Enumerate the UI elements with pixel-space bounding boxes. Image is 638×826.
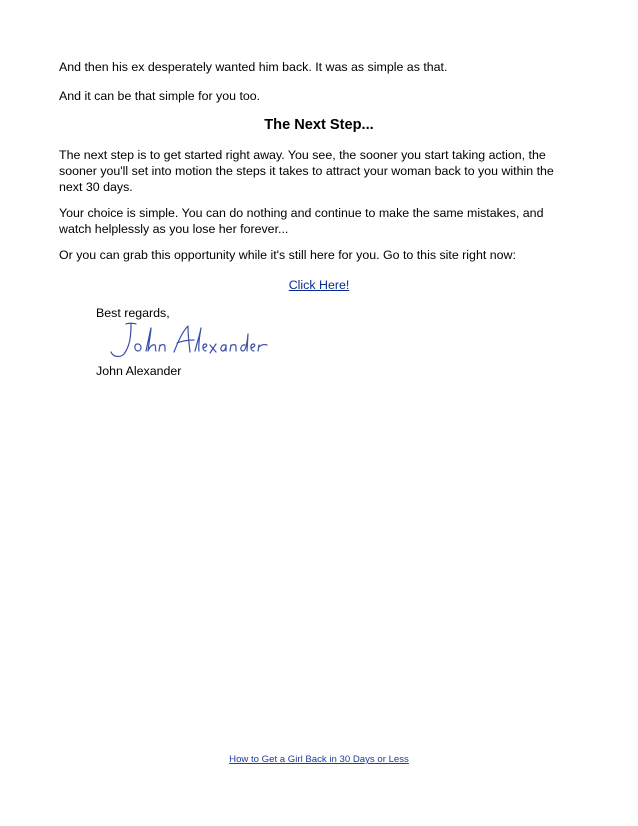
paragraph-simple-for-you: And it can be that simple for you too.: [59, 89, 261, 103]
signer-name: John Alexander: [96, 364, 182, 378]
section-heading: The Next Step...: [264, 117, 374, 133]
handwritten-signature: [104, 318, 284, 362]
footer-container: [0, 754, 638, 766]
paragraph-grab-opportunity: Or you can grab this opportunity while it's still here for you. Go to this site right now:: [59, 248, 516, 262]
footer-link[interactable]: How to Get a Girl Back in 30 Days or Less: [229, 754, 409, 765]
paragraph-next-step: The next step is to get started right away. You see, the sooner you start taking action, the sooner you'll set into motion the steps it takes to attract your woman back to you within the next 30 days.: [59, 148, 554, 194]
click-here-link[interactable]: Click Here!: [288, 278, 350, 292]
paragraph-your-choice: Your choice is simple. You can do nothing and continue to make the same mistakes, and watch helplessly as you lose her forever...: [59, 206, 544, 236]
closing-salutation: Best regards,: [96, 306, 170, 320]
cta-link-container: [0, 277, 638, 293]
paragraph-ex-wanted-back: And then his ex desperately wanted him back. It was as simple as that.: [59, 60, 448, 74]
